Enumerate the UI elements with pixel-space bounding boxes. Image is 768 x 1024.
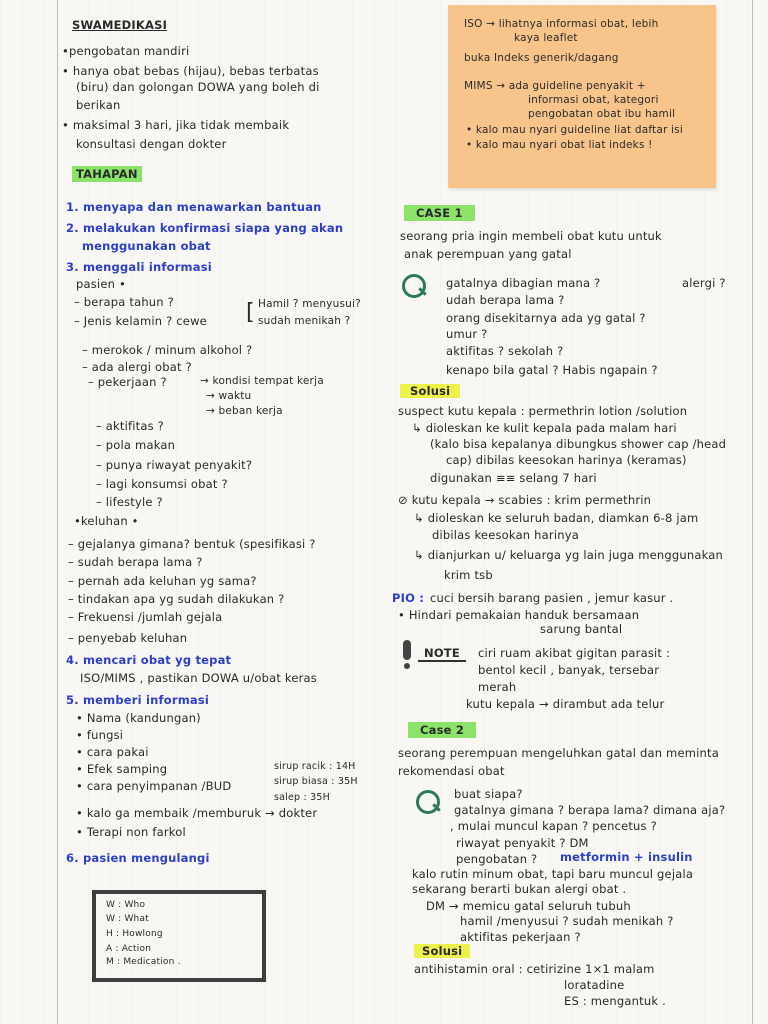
step-heading: 4. mencari obat yg tepat — [66, 653, 232, 667]
sticky-line: ISO → lihatnya informasi obat, lebih — [464, 18, 659, 30]
sticky-line: buka Indeks generik/dagang — [464, 52, 619, 64]
sticky-line: kaya leaflet — [514, 32, 578, 44]
case2-reasoning: hamil /menyusui ? sudah menikah ? — [460, 914, 674, 928]
section-label: pasien • — [76, 277, 126, 291]
case2-text: seorang perempuan mengeluhkan gatal dan meminta — [398, 746, 719, 760]
case1-text: anak perempuan yang gatal — [404, 247, 572, 261]
question-line: – gejalanya gimana? bentuk (spesifikasi ? — [68, 537, 316, 551]
question-line: – pola makan — [96, 438, 176, 452]
case2-reasoning: sekarang berarti bukan alergi obat . — [412, 882, 627, 896]
question-line: sudah menikah ? — [258, 315, 351, 327]
case1-question: umur ? — [446, 327, 488, 341]
case2-reasoning: DM → memicu gatal seluruh tubuh — [426, 899, 631, 913]
question-line: – lifestyle ? — [96, 495, 163, 509]
step-heading: 3. menggali informasi — [66, 260, 212, 274]
mnemonic-line: A : Action — [106, 944, 152, 954]
search-icon — [416, 790, 440, 814]
info-item: • cara pakai — [76, 745, 149, 759]
question-line: – tindakan apa yg sudah dilakukan ? — [68, 592, 285, 606]
note-line: ISO/MIMS , pastikan DOWA u/obat keras — [80, 671, 317, 685]
note-label: NOTE — [418, 646, 466, 662]
intro-line: (biru) dan golongan DOWA yang boleh di — [76, 80, 320, 94]
step-heading: menggunakan obat — [82, 239, 211, 253]
question-line: – merokok / minum alkohol ? — [82, 343, 253, 357]
mnemonic-line: W : Who — [106, 900, 146, 910]
question-line: – berapa tahun ? — [74, 295, 174, 309]
solusi-label: Solusi — [400, 384, 460, 398]
note-line: merah — [478, 680, 517, 694]
solusi-line: (kalo bisa kepalanya dibungkus shower cap /head — [430, 437, 727, 451]
solusi-label: Solusi — [414, 944, 470, 958]
solusi-line: cap) dibilas keesokan harinya (keramas) — [446, 453, 687, 467]
info-item: • cara penyimpanan /BUD — [76, 779, 232, 793]
case2-question: pengobatan ? — [456, 852, 538, 866]
section-label: •keluhan • — [74, 514, 139, 528]
note-line: bentol kecil , banyak, tersebar — [478, 663, 660, 677]
sticky-line: pengobatan obat ibu hamil — [528, 108, 676, 120]
step-heading: 2. melakukan konfirmasi siapa yang akan — [66, 221, 344, 235]
mnemonic-box — [92, 890, 266, 982]
intro-line: konsultasi dengan dokter — [76, 137, 227, 151]
solusi-line: krim tsb — [444, 568, 493, 582]
exclamation-icon — [402, 640, 412, 670]
question-line: – Frekuensi /jumlah gejala — [68, 610, 223, 624]
bud-item: sirup biasa : 35H — [274, 776, 358, 787]
step-heading: 5. memberi informasi — [66, 693, 210, 707]
case1-question: orang disekitarnya ada yg gatal ? — [446, 311, 646, 325]
step-heading: 6. pasien mengulangi — [66, 851, 210, 865]
mnemonic-line: W : What — [106, 914, 149, 924]
case1-text: seorang pria ingin membeli obat kutu untuk — [400, 229, 662, 243]
case1-question: gatalnya dibagian mana ? — [446, 276, 601, 290]
case2-text: rekomendasi obat — [398, 764, 505, 778]
question-line: – sudah berapa lama ? — [68, 555, 203, 569]
intro-line: •pengobatan mandiri — [62, 44, 190, 58]
mnemonic-line: H : Howlong — [106, 929, 163, 939]
pio-line: • Hindari pemakaian handuk bersamaan — [398, 608, 640, 622]
solusi-line: antihistamin oral : cetirizine 1×1 malam — [414, 962, 655, 976]
info-item: • fungsi — [76, 728, 124, 742]
question-line: → beban kerja — [206, 405, 283, 417]
case1-question: alergi ? — [682, 276, 726, 290]
sticky-line: informasi obat, kategori — [528, 94, 659, 106]
bud-item: sirup racik : 14H — [274, 761, 356, 772]
case1-question: aktifitas ? sekolah ? — [446, 344, 564, 358]
pio-line: sarung bantal — [540, 622, 623, 636]
question-line: – aktifitas ? — [96, 419, 164, 433]
step-heading: 1. menyapa dan menawarkan bantuan — [66, 200, 322, 214]
case2-reasoning: kalo rutin minum obat, tapi baru muncul gejala — [412, 867, 694, 881]
question-line: → kondisi tempat kerja — [200, 375, 324, 387]
case2-question: , mulai muncul kapan ? pencetus ? — [450, 819, 657, 833]
info-item: • Nama (kandungan) — [76, 711, 201, 725]
info-item: • Terapi non farkol — [76, 825, 186, 839]
solusi-line: digunakan ≡≡ selang 7 hari — [430, 471, 597, 485]
sticky-line: • kalo mau nyari obat liat indeks ! — [466, 139, 653, 151]
question-line: – Jenis kelamin ? cewe — [74, 314, 207, 328]
brace: [ — [246, 300, 255, 325]
intro-line: • hanya obat bebas (hijau), bebas terbatas — [62, 64, 319, 78]
bud-item: salep : 35H — [274, 792, 330, 803]
question-line: – penyebab keluhan — [68, 631, 188, 645]
case2-question: metformin + insulin — [560, 850, 693, 864]
sticky-line: MIMS → ada guideline penyakit + — [464, 80, 646, 92]
solusi-line: dibilas keesokan harinya — [432, 528, 579, 542]
tahapan-heading: TAHAPAN — [72, 166, 142, 182]
sticky-note — [448, 5, 716, 188]
case2-question: riwayat penyakit ? DM — [456, 836, 589, 850]
case1-question: udah berapa lama ? — [446, 293, 565, 307]
case2-label: Case 2 — [408, 722, 476, 738]
question-line: Hamil ? menyusui? — [258, 298, 361, 310]
case2-question: gatalnya gimana ? berapa lama? dimana aja? — [454, 803, 726, 817]
mnemonic-line: M : Medication . — [106, 957, 181, 967]
solusi-line: loratadine — [564, 978, 625, 992]
info-item: • kalo ga membaik /memburuk → dokter — [76, 806, 318, 820]
question-line: → waktu — [206, 390, 252, 402]
margin-rule — [57, 0, 58, 1024]
page-title: SWAMEDIKASI — [72, 18, 168, 32]
info-item: • Efek samping — [76, 762, 168, 776]
intro-line: • maksimal 3 hari, jika tidak membaik — [62, 118, 290, 132]
search-icon — [402, 274, 426, 298]
question-line: – pernah ada keluhan yg sama? — [68, 574, 257, 588]
intro-line: berikan — [76, 98, 121, 112]
question-line: – pekerjaan ? — [88, 375, 167, 389]
pio-label: PIO : — [392, 591, 425, 605]
note-line: ciri ruam akibat gigitan parasit : — [478, 646, 671, 660]
solusi-line: ES : mengantuk . — [564, 994, 666, 1008]
solusi-line: ↳ dioleskan ke kulit kepala pada malam hari — [412, 421, 677, 435]
sticky-line: • kalo mau nyari guideline liat daftar isi — [466, 124, 683, 136]
note-line: kutu kepala → dirambut ada telur — [466, 697, 665, 711]
question-line: – ada alergi obat ? — [82, 360, 192, 374]
case1-label: CASE 1 — [404, 205, 475, 221]
question-line: – lagi konsumsi obat ? — [96, 477, 228, 491]
solusi-line: ↳ dianjurkan u/ keluarga yg lain juga menggunakan — [414, 548, 723, 562]
solusi-line: ⊘ kutu kepala → scabies : krim permethrin — [398, 493, 652, 507]
question-line: – punya riwayat penyakit? — [96, 458, 253, 472]
solusi-line: suspect kutu kepala : permethrin lotion /solution — [398, 404, 688, 418]
case2-question: buat siapa? — [454, 787, 523, 801]
case1-question: kenapo bila gatal ? Habis ngapain ? — [446, 363, 658, 377]
solusi-line: ↳ dioleskan ke seluruh badan, diamkan 6-8 jam — [414, 511, 699, 525]
right-margin-rule — [752, 0, 753, 1024]
case2-reasoning: aktifitas pekerjaan ? — [460, 930, 581, 944]
pio-line: cuci bersih barang pasien , jemur kasur . — [430, 591, 674, 605]
